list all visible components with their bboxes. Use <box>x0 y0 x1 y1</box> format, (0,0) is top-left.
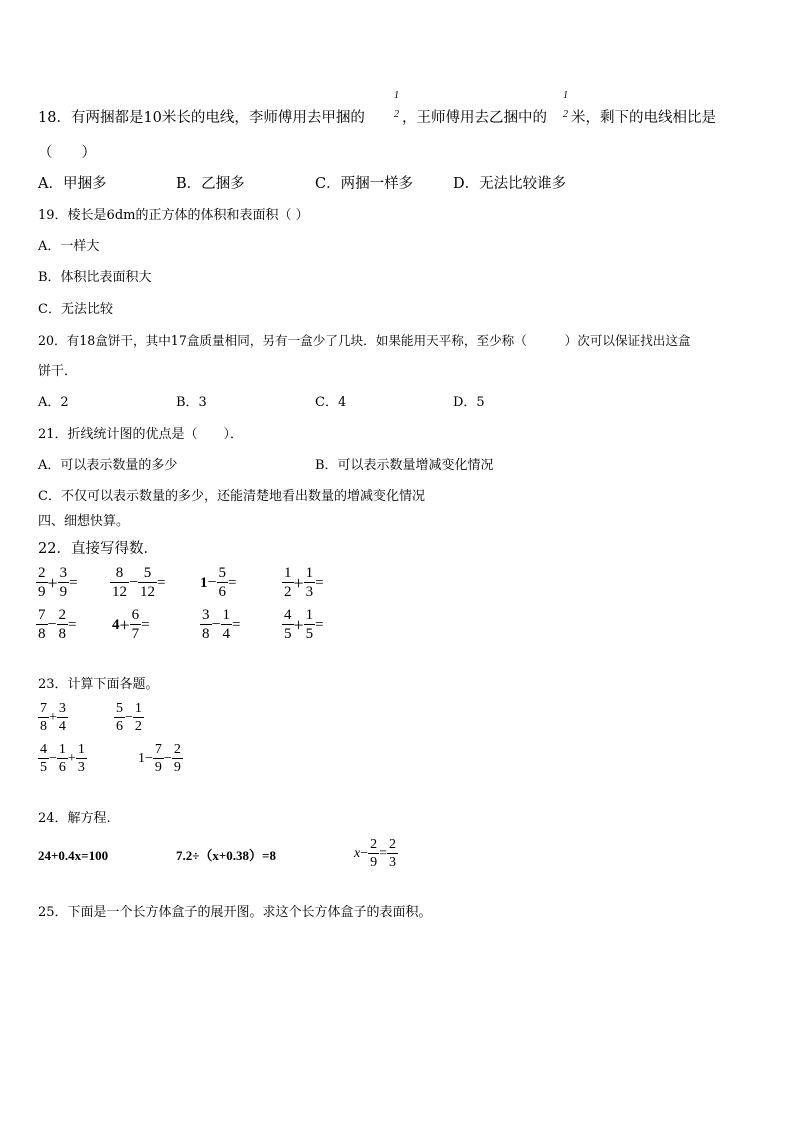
numerator: 1 <box>58 742 66 757</box>
denominator: 5 <box>305 626 314 642</box>
denominator: 9 <box>38 584 46 600</box>
numerator: 2 <box>173 742 181 757</box>
numerator: 7 <box>154 742 162 757</box>
q22-expr-3 <box>200 566 237 600</box>
numerator: 3 <box>202 607 210 623</box>
operator: + <box>119 614 130 635</box>
q20-option-b: B．3 <box>176 395 207 410</box>
q23-stem: 23．计算下面各题。 <box>38 677 159 692</box>
q18-option-c: C．两捆一样多 <box>315 176 414 192</box>
q22-expr-8 <box>282 608 324 642</box>
q20-option-a: A．2 <box>38 395 69 410</box>
variable: x <box>354 846 361 861</box>
operator: − <box>129 574 139 591</box>
denominator: 8 <box>202 626 210 642</box>
q24-equation-3 <box>354 838 398 870</box>
fraction <box>57 743 68 775</box>
fraction <box>133 702 144 734</box>
denominator: 5 <box>40 760 47 775</box>
numerator: 3 <box>58 701 66 716</box>
q20-option-d: D．5 <box>453 395 485 410</box>
numerator: 2 <box>370 837 378 852</box>
operator: − <box>47 616 57 633</box>
q24-equation-1: 24+0.4x=100 <box>38 848 109 863</box>
fraction <box>76 743 87 775</box>
numerator: 4 <box>40 742 47 757</box>
numerator: 6 <box>131 607 140 623</box>
q18-fraction-1 <box>394 90 399 120</box>
whole-number: 1 <box>200 574 208 591</box>
q18-fraction-2 <box>563 90 568 120</box>
denominator: 9 <box>59 584 68 600</box>
q18-text-c-line <box>571 110 716 126</box>
numerator: 8 <box>110 566 129 583</box>
fraction <box>172 743 183 775</box>
denominator: 6 <box>116 719 123 734</box>
operator: + <box>67 751 76 766</box>
q22-expr-7 <box>200 608 241 642</box>
q18-text-a: 18．有两捆都是10米长的电线，李师傅用去甲捆的 <box>38 110 365 126</box>
equals-sign: = <box>157 574 166 591</box>
equals-sign: = <box>141 616 150 633</box>
q18-option-d: D．无法比较谁多 <box>453 176 567 192</box>
denominator: 2 <box>134 719 142 734</box>
numerator: 1 <box>134 701 142 716</box>
q24-equation-2: 7.2÷（x+0.38）=8 <box>176 848 276 863</box>
numerator: 1 <box>77 742 85 757</box>
operator: − <box>207 574 217 591</box>
numerator: 5 <box>116 701 123 716</box>
denominator: 2 <box>284 584 292 600</box>
q18-fraction-2-den: 2 <box>563 109 568 120</box>
denominator: 7 <box>131 626 140 642</box>
denominator: 4 <box>222 626 231 642</box>
q18-option-a: A．甲捆多 <box>38 176 107 192</box>
numerator: 1 <box>284 565 292 581</box>
fraction <box>200 608 212 642</box>
denominator: 12 <box>112 584 127 600</box>
denominator: 5 <box>284 626 292 642</box>
numerator: 5 <box>218 565 227 581</box>
operator: − <box>49 751 57 766</box>
q18-text-b-line <box>402 110 547 126</box>
section-heading: 四、细想快算。 <box>38 514 130 529</box>
operator: − <box>360 846 369 861</box>
q23-expr-4 <box>138 743 183 775</box>
q22-expr-1 <box>36 566 78 600</box>
numerator: 3 <box>59 565 68 581</box>
denominator: 8 <box>38 626 46 642</box>
numerator: 1 <box>305 607 314 623</box>
fraction <box>282 608 294 642</box>
fraction <box>130 608 142 642</box>
q22-stem: 22．直接写得数． <box>38 541 158 557</box>
operator: + <box>293 614 304 635</box>
fraction <box>114 702 125 734</box>
fraction <box>58 566 70 600</box>
numerator: 2 <box>38 565 46 581</box>
fraction <box>368 838 379 870</box>
q23-expr-1 <box>38 702 68 734</box>
fraction <box>282 566 294 600</box>
q22-expr-2 <box>110 566 166 600</box>
numerator: 2 <box>58 607 67 623</box>
q19-stem: 19．棱长是6dm的正方体的体积和表面积（ ） <box>38 208 309 223</box>
denominator: 3 <box>305 584 314 600</box>
denominator: 3 <box>77 760 85 775</box>
denominator: 8 <box>58 626 67 642</box>
q20-stem-line2: 饼干． <box>38 364 78 379</box>
q23-expr-3 <box>38 743 87 775</box>
q21-option-b: B．可以表示数量增减变化情况 <box>315 458 494 473</box>
fraction <box>57 702 68 734</box>
operator: − <box>163 751 172 766</box>
fraction <box>304 566 316 600</box>
q19-option-c: C．无法比较 <box>38 302 113 317</box>
fraction <box>304 608 316 642</box>
q21-option-a: A．可以表示数量的多少 <box>38 458 178 473</box>
fraction <box>387 838 398 870</box>
q22-expr-6 <box>112 608 150 642</box>
denominator: 4 <box>58 719 66 734</box>
denominator: 9 <box>173 760 181 775</box>
q18-fraction-1-num: 1 <box>394 90 399 101</box>
equals-sign: = <box>68 616 77 633</box>
q20-stem-line1: 20．有18盒饼干，其中17盒质量相同，另有一盒少了几块．如果能用天平称，至少称（ ）次可以保证找出这盒 <box>38 333 691 348</box>
whole-number: 1 <box>138 751 145 766</box>
denominator: 6 <box>218 584 227 600</box>
numerator: 1 <box>222 607 231 623</box>
q22-expr-4 <box>282 566 324 600</box>
denominator: 9 <box>370 855 378 870</box>
operator: + <box>47 572 58 593</box>
denominator: 12 <box>140 584 156 600</box>
q18-option-b: B．乙捆多 <box>176 176 245 192</box>
q22-expr-5 <box>36 608 77 642</box>
fraction <box>38 743 49 775</box>
q20-option-c: C．4 <box>315 395 347 410</box>
denominator: 3 <box>389 855 397 870</box>
equals-sign: = <box>228 574 237 591</box>
q21-option-c: C．不仅可以表示数量的多少，还能清楚地看出数量的增减变化情况 <box>38 489 425 504</box>
numerator: 7 <box>40 701 47 716</box>
q25-stem: 25．下面是一个长方体盒子的展开图。求这个长方体盒子的表面积。 <box>38 905 432 920</box>
numerator: 4 <box>284 607 292 623</box>
equals-sign: = <box>379 846 388 861</box>
numerator: 5 <box>138 566 157 583</box>
operator: − <box>211 616 221 633</box>
equals-sign: = <box>232 616 241 633</box>
q19-option-a: A．一样大 <box>38 239 100 254</box>
fraction <box>57 608 69 642</box>
q18-stem <box>38 110 365 126</box>
numerator: 2 <box>389 837 397 852</box>
fraction <box>110 566 129 600</box>
equals-sign: = <box>315 616 324 633</box>
operator: − <box>145 751 153 766</box>
q18-text-c: 米，剩下的电线相比是 <box>571 110 716 126</box>
fraction <box>217 566 229 600</box>
operator: − <box>125 710 133 725</box>
q18-answer-paren: （ ） <box>38 145 96 161</box>
equals-sign: = <box>315 574 324 591</box>
fraction <box>138 566 157 600</box>
q19-option-b: B．体积比表面积大 <box>38 270 152 285</box>
fraction <box>221 608 233 642</box>
denominator: 8 <box>40 719 47 734</box>
q18-text-b: ，王师傅用去乙捆中的 <box>402 110 547 126</box>
q18-fraction-2-num: 1 <box>563 90 568 101</box>
denominator: 6 <box>58 760 66 775</box>
fraction <box>38 702 49 734</box>
numerator: 7 <box>38 607 46 623</box>
numerator: 1 <box>305 565 314 581</box>
q23-expr-2 <box>114 702 144 734</box>
denominator: 9 <box>154 760 162 775</box>
fraction <box>36 566 48 600</box>
operator: + <box>49 710 57 725</box>
q21-stem: 21．折线统计图的优点是（ ）． <box>38 427 244 442</box>
operator: + <box>293 572 304 593</box>
q18-fraction-1-den: 2 <box>394 109 399 120</box>
q24-stem: 24．解方程. <box>38 811 111 826</box>
fraction <box>36 608 48 642</box>
fraction <box>153 743 164 775</box>
equals-sign: = <box>69 574 78 591</box>
whole-number: 4 <box>112 616 120 633</box>
